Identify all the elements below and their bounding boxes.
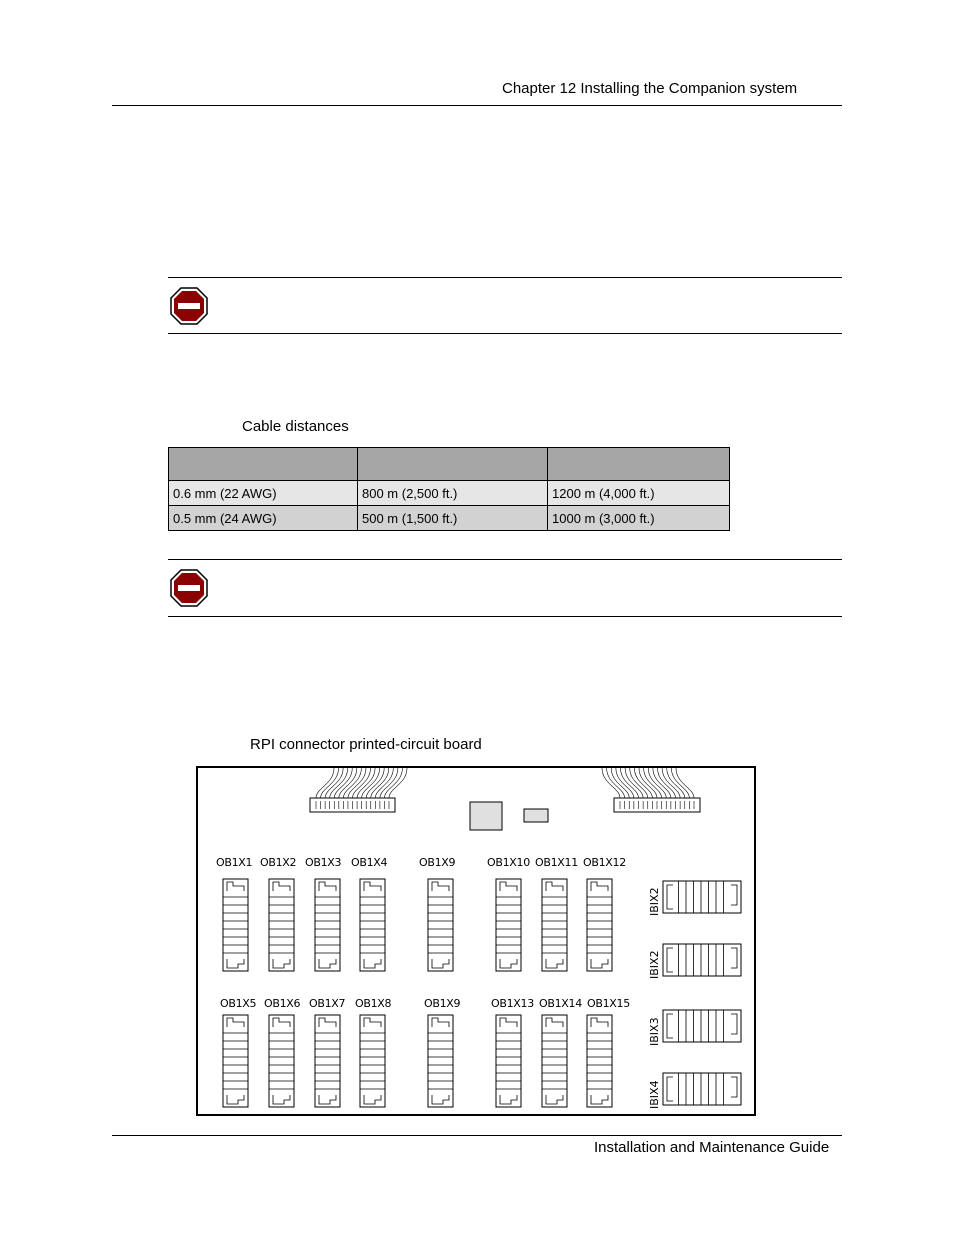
connector-latch	[319, 1018, 336, 1027]
connector-latch	[432, 1095, 449, 1104]
connector-latch	[667, 1014, 673, 1038]
table-caption: Cable distances	[242, 418, 349, 435]
connector-latch	[364, 1095, 381, 1104]
rpi-connector-board	[196, 766, 756, 1116]
connector-latch	[227, 1095, 244, 1104]
table-row	[169, 506, 730, 531]
vertical-connector	[428, 879, 453, 971]
vertical-connector	[223, 879, 248, 971]
connector-latch	[500, 959, 517, 968]
connector-latch	[227, 882, 244, 891]
chip	[470, 802, 502, 830]
connector-latch	[667, 948, 673, 972]
connector-label: OB1X4	[351, 856, 388, 869]
connector-latch	[500, 1018, 517, 1027]
connector-label: OB1X7	[309, 997, 346, 1010]
vertical-connector	[496, 879, 521, 971]
table-cell: 800 m (2,500 ft.)	[358, 481, 548, 506]
connector-latch	[546, 882, 563, 891]
vertical-connector	[587, 879, 612, 971]
vertical-connector	[542, 879, 567, 971]
vertical-connector	[542, 1015, 567, 1107]
connector-label: OB1X8	[355, 997, 392, 1010]
horizontal-connector	[663, 944, 741, 976]
connector-latch	[500, 882, 517, 891]
connector-label: OB1X6	[264, 997, 301, 1010]
connector-latch	[667, 885, 673, 909]
connector-label: OB1X9	[424, 997, 461, 1010]
connector-latch	[273, 1018, 290, 1027]
stop-icon	[169, 568, 209, 608]
horizontal-connector	[663, 881, 741, 913]
connector-latch	[546, 1018, 563, 1027]
header-rule	[112, 105, 842, 106]
connector-latch	[591, 959, 608, 968]
table-header-cell	[548, 448, 730, 481]
connector-latch	[273, 1095, 290, 1104]
side-connector-label: IBIX4	[648, 1080, 661, 1109]
ribbon-wire	[389, 768, 407, 798]
table-header-cell	[169, 448, 358, 481]
connector-latch	[546, 959, 563, 968]
connector-label: OB1X15	[587, 997, 630, 1010]
notice-bottom-rule	[168, 333, 842, 334]
connector-latch	[591, 1095, 608, 1104]
table-cell: 0.6 mm (22 AWG)	[169, 481, 358, 506]
vertical-connector	[496, 1015, 521, 1107]
vertical-connector	[587, 1015, 612, 1107]
connector-label: OB1X12	[583, 856, 626, 869]
connector-label: OB1X2	[260, 856, 297, 869]
connector-latch	[432, 959, 449, 968]
connector-label: OB1X1	[216, 856, 253, 869]
connector-latch	[273, 882, 290, 891]
table-cell: 1000 m (3,000 ft.)	[548, 506, 730, 531]
connector-latch	[432, 882, 449, 891]
connector-latch	[319, 882, 336, 891]
table-header-cell	[358, 448, 548, 481]
connector-latch	[546, 1095, 563, 1104]
cable-distances-table	[168, 447, 730, 531]
vertical-connector	[315, 879, 340, 971]
vertical-connector	[269, 879, 294, 971]
ribbon-wire	[384, 768, 402, 798]
connector-latch	[731, 1077, 737, 1097]
connector-latch	[319, 1095, 336, 1104]
ribbon-wire	[380, 768, 398, 798]
vertical-connector	[269, 1015, 294, 1107]
connector-latch	[364, 882, 381, 891]
side-connector-label: IBIX2	[648, 950, 661, 979]
connector-label: OB1X13	[491, 997, 534, 1010]
connector-latch	[227, 959, 244, 968]
notice-bottom-rule	[168, 616, 842, 617]
connector-latch	[731, 885, 737, 905]
vertical-connector	[223, 1015, 248, 1107]
notice-top-rule	[168, 277, 842, 278]
stop-icon	[169, 286, 209, 326]
footer-rule	[112, 1135, 842, 1136]
connector-label: OB1X11	[535, 856, 578, 869]
notice-top-rule	[168, 559, 842, 560]
connector-latch	[591, 1018, 608, 1027]
horizontal-connector	[663, 1073, 741, 1105]
connector-latch	[273, 959, 290, 968]
horizontal-connector	[663, 1010, 741, 1042]
connector-latch	[731, 1014, 737, 1034]
connector-label: OB1X9	[419, 856, 456, 869]
connector-latch	[591, 882, 608, 891]
connector-label: OB1X10	[487, 856, 530, 869]
connector-latch	[227, 1018, 244, 1027]
ribbon-wire	[611, 768, 629, 798]
vertical-connector	[360, 1015, 385, 1107]
connector-latch	[731, 948, 737, 968]
side-connector-label: IBIX3	[648, 1017, 661, 1046]
footer-title: Installation and Maintenance Guide	[594, 1139, 830, 1156]
table-cell: 0.5 mm (24 AWG)	[169, 506, 358, 531]
side-connector-label: IBIX2	[648, 887, 661, 916]
connector-latch	[667, 1077, 673, 1101]
chapter-header: Chapter 12 Installing the Companion system	[502, 80, 798, 97]
connector-latch	[364, 1018, 381, 1027]
connector-label: OB1X5	[220, 997, 257, 1010]
table-cell: 500 m (1,500 ft.)	[358, 506, 548, 531]
ribbon-wire	[607, 768, 625, 798]
figure-caption: RPI connector printed-circuit board	[250, 736, 482, 753]
ribbon-wire	[602, 768, 620, 798]
chip	[524, 809, 548, 822]
board-drawing	[198, 768, 754, 1114]
connector-label: OB1X14	[539, 997, 582, 1010]
vertical-connector	[428, 1015, 453, 1107]
table-cell: 1200 m (4,000 ft.)	[548, 481, 730, 506]
vertical-connector	[315, 1015, 340, 1107]
connector-latch	[500, 1095, 517, 1104]
connector-latch	[364, 959, 381, 968]
vertical-connector	[360, 879, 385, 971]
connector-latch	[319, 959, 336, 968]
connector-latch	[432, 1018, 449, 1027]
table-row	[169, 481, 730, 506]
connector-label: OB1X3	[305, 856, 342, 869]
